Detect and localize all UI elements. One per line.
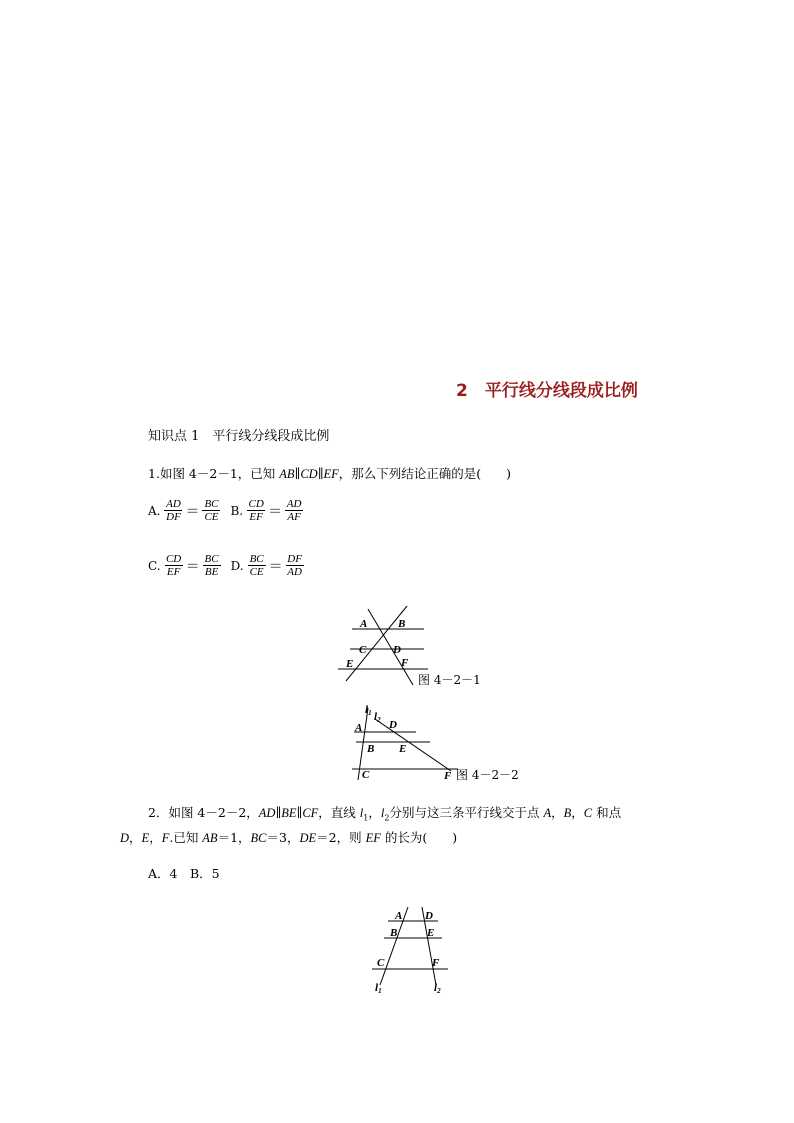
q2-text: ＝3， (266, 830, 300, 845)
q2-text: ，直线 (318, 805, 360, 820)
transversal-l2 (375, 719, 451, 771)
denominator: BE (204, 566, 219, 578)
options-row-1 (148, 498, 305, 523)
label-e: E (346, 658, 354, 670)
equals-sign: ＝ (268, 503, 283, 520)
numerator: CD (248, 498, 264, 510)
label-d: D (389, 719, 397, 731)
fraction (202, 498, 220, 523)
parallel-symbol: ∥ (275, 805, 282, 820)
q2-text: 的长为( ) (380, 830, 458, 845)
numerator: DF (287, 553, 302, 565)
label-b: B (398, 618, 406, 630)
fraction (165, 553, 183, 578)
denominator: EF (166, 566, 181, 578)
denominator: AD (287, 566, 302, 578)
fraction (247, 498, 265, 523)
q2-text: 2．如图 4－2－2， (148, 805, 259, 820)
q2-text: 和点 (592, 805, 622, 820)
denominator: EF (249, 511, 263, 523)
fraction (164, 498, 182, 523)
options-row-2 (148, 553, 306, 578)
figure-4-2-2 (348, 702, 538, 784)
option-b-label: B. (230, 503, 244, 518)
var-b: B (563, 806, 572, 820)
var-e: E (141, 831, 150, 845)
label-c: C (377, 957, 385, 969)
var-l2: l (380, 806, 385, 820)
label-f: F (401, 657, 409, 669)
equals-sign: ＝ (185, 558, 200, 575)
denominator: CE (204, 511, 219, 523)
label-b: B (390, 927, 398, 939)
numerator: CD (165, 553, 182, 565)
fraction (286, 553, 304, 578)
figure-question-2 (366, 905, 456, 997)
q2-text: ， (551, 805, 564, 820)
numerator: AD (166, 498, 181, 510)
q2-text: ＝2，则 (316, 830, 366, 845)
equals-sign: ＝ (268, 558, 283, 575)
var-l1: l (359, 806, 364, 820)
parallel-symbol: ∥ (317, 466, 324, 481)
var-a: A (543, 806, 552, 820)
var-bc: BC (250, 831, 267, 845)
label-b: B (367, 743, 375, 755)
fraction (203, 553, 221, 578)
question-number: 1. (148, 466, 160, 481)
denominator: DF (166, 511, 181, 523)
q2-text: ， (368, 805, 381, 820)
var-c: C (583, 806, 593, 820)
option-c-label: C. (148, 558, 161, 573)
fraction (285, 498, 303, 523)
q2-text: ＝1， (217, 830, 251, 845)
var-be: BE (281, 806, 297, 820)
denominator: CE (249, 566, 264, 578)
parallel-symbol: ∥ (296, 805, 303, 820)
parallel-symbol: ∥ (294, 466, 301, 481)
option-d-label: D. (230, 558, 244, 573)
var-ef: EF (323, 467, 339, 481)
var-cd: CD (300, 467, 318, 481)
figure-caption: 图 4－2－1 (418, 673, 481, 687)
label-l1: l1 (365, 704, 372, 717)
label-l2: l2 (434, 982, 441, 995)
label-e: E (427, 927, 435, 939)
q2-text: .已知 (169, 830, 203, 845)
label-c: C (359, 644, 367, 656)
var-f: F (161, 831, 170, 845)
var-ef: EF (365, 831, 381, 845)
label-a: A (360, 618, 368, 630)
q2-text: 分别与这三条平行线交于点 (389, 805, 544, 820)
label-f: F (444, 770, 452, 782)
var-cf: CF (302, 806, 319, 820)
var-de: DE (299, 831, 317, 845)
question-2-options: A．4 B．5 (148, 866, 220, 881)
q1-text-2: ，那么下列结论正确的是( ) (338, 466, 512, 481)
label-a: A (395, 910, 403, 922)
question-2-line-2 (120, 828, 457, 846)
label-d: D (393, 644, 401, 656)
var-ab: AB (279, 467, 295, 481)
question-2-line-1 (148, 803, 621, 823)
q1-text-1: 如图 4－2－1，已知 (159, 466, 280, 481)
figure-4-2-1 (330, 603, 500, 688)
label-f: F (432, 957, 440, 969)
fraction (248, 553, 266, 578)
page-title: 2 平行线分线段成比例 (456, 381, 638, 401)
label-c: C (362, 769, 370, 781)
transversal-l1 (380, 907, 408, 985)
q2-text: ， (129, 830, 142, 845)
numerator: BC (249, 553, 264, 565)
var-ad: AD (258, 806, 276, 820)
equals-sign: ＝ (185, 503, 200, 520)
label-l2: l2 (374, 711, 381, 724)
label-e: E (399, 743, 407, 755)
label-l1: l1 (375, 982, 382, 995)
section-heading: 知识点 1 平行线分线段成比例 (148, 429, 330, 444)
question-1 (148, 464, 511, 482)
figure-caption: 图 4－2－2 (456, 768, 519, 782)
label-d: D (425, 910, 433, 922)
var-d: D (120, 831, 130, 845)
option-a-label: A. (148, 503, 161, 518)
denominator: AF (287, 511, 301, 523)
numerator: BC (204, 498, 219, 510)
q2-text: ， (571, 805, 584, 820)
subscript: 1 (363, 813, 369, 823)
subscript: 2 (384, 813, 390, 823)
label-a: A (355, 722, 363, 734)
numerator: BC (204, 553, 219, 565)
transversal-2 (368, 609, 413, 685)
var-ab: AB (202, 831, 218, 845)
numerator: AD (286, 498, 302, 510)
q2-text: ， (149, 830, 162, 845)
